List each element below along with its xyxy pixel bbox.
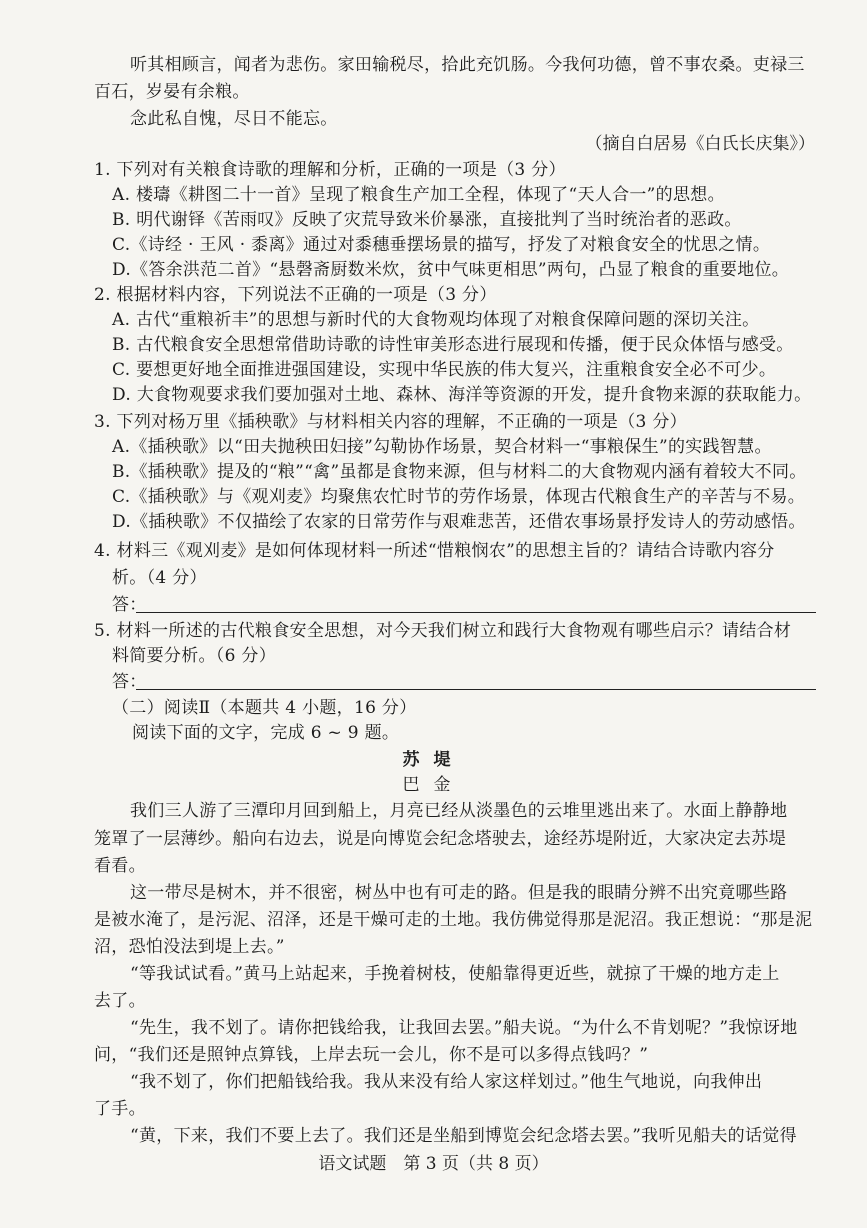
question-5-answer-label: 答： (112, 672, 147, 692)
question-4-answer-line[interactable] (136, 611, 816, 613)
question-1-option-d: D.《答余洪范二首》“悬磬斋厨数米炊，贫中气味更相思”两句，凸显了粮食的重要地位。 (112, 260, 790, 280)
question-5-stem-line-2: 料简要分析。（6 分） (112, 646, 277, 666)
poem-line-1: 听其相顾言，闻者为悲伤。家田输税尽，拾此充饥肠。今我何功德，曾不事农桑。吏禄三 (130, 55, 805, 75)
article-line: 是被水淹了，是污泥、沼泽，还是干燥可走的土地。我仿佛觉得那是泥沼。我正想说：“那是泥 (94, 910, 813, 930)
question-2-option-c: C. 要想更好地全面推进强国建设，实现中华民族的伟大复兴，注重粮食安全必不可少。 (112, 360, 777, 380)
question-4-stem-line-1: 4. 材料三《观刈麦》是如何体现材料一所述“惜粮悯农”的思想主旨的？请结合诗歌内容分 (94, 541, 775, 561)
question-5-stem-line-1: 5. 材料一所述的古代粮食安全思想，对今天我们树立和践行大食物观有哪些启示？请结合材 (94, 621, 792, 641)
poem-line-3: 念此私自愧，尽日不能忘。 (130, 109, 338, 129)
question-1-option-b: B. 明代谢铎《苦雨叹》反映了灾荒导致米价暴涨，直接批判了当时统治者的恶政。 (112, 210, 742, 230)
article-line: 沼，恐怕没法到堤上去。” (94, 937, 285, 957)
page-footer: 语文试题 第 3 页（共 8 页） (318, 1154, 549, 1174)
article-line: “等我试试看。”黄马上站起来，手挽着树枝，使船靠得更近些，就掠了干燥的地方走上 (130, 964, 780, 984)
question-2-option-d: D. 大食物观要求我们要加强对土地、森林、海洋等资源的开发，提升食物来源的获取能力。 (112, 385, 812, 405)
article-line: 我们三人游了三潭印月回到船上，月亮已经从淡墨色的云堆里逃出来了。水面上静静地 (130, 801, 788, 821)
question-3-stem: 3. 下列对杨万里《插秧歌》与材料相关内容的理解，不正确的一项是（3 分） (94, 412, 687, 432)
question-3-option-b: B.《插秧歌》提及的“粮”“禽”虽都是食物来源，但与材料二的大食物观内涵有着较大不同。 (112, 462, 807, 482)
question-3-option-c: C.《插秧歌》与《观刈麦》均聚焦农忙时节的劳作场景，体现古代粮食生产的辛苦与不易。 (112, 487, 806, 507)
section-2-instruction: 阅读下面的文字，完成 6 ~ 9 题。 (132, 723, 400, 743)
article-line: “我不划了，你们把船钱给我。我从来没有给人家这样划过。”他生气地说，向我伸出 (130, 1072, 763, 1092)
article-line: 笼罩了一层薄纱。船向右边去，说是向博览会纪念塔驶去，途经苏堤附近，大家决定去苏堤 (94, 829, 786, 849)
article-line: “黄，下来，我们不要上去了。我们还是坐船到博览会纪念塔去罢。”我听见船夫的话觉得 (130, 1126, 797, 1146)
article-line: 看看。 (94, 856, 146, 876)
question-2-option-a: A. 古代“重粮祈丰”的思想与新时代的大食物观均体现了对粮食保障问题的深切关注。 (112, 310, 760, 330)
article-line: 这一带尽是树木，并不很密，树丛中也有可走的路。但是我的眼睛分辨不出究竟哪些路 (130, 883, 788, 903)
article-author: 巴金 (402, 775, 465, 795)
article-line: “先生，我不划了。请你把钱给我，让我回去罢。”船夫说。“为什么不肯划呢？”我惊讶地 (130, 1018, 798, 1038)
article-line: 了手。 (94, 1099, 146, 1119)
question-3-option-d: D.《插秧歌》不仅描绘了农家的日常劳作与艰难悲苦，还借农事场景抒发诗人的劳动感悟。 (112, 512, 806, 532)
article-line: 去了。 (94, 991, 146, 1011)
question-5-answer-line[interactable] (136, 688, 816, 690)
question-1-option-a: A. 楼璹《耕图二十一首》呈现了粮食生产加工全程，体现了“天人合一”的思想。 (112, 185, 725, 205)
question-4-stem-line-2: 析。（4 分） (112, 568, 207, 588)
question-1-option-c: C.《诗经 · 王风 · 黍离》通过对黍穗垂摆场景的描写，抒发了对粮食安全的忧思之情。 (112, 235, 771, 255)
question-3-option-a: A.《插秧歌》以“田夫抛秧田妇接”勾勒协作场景，契合材料一“事粮保生”的实践智慧。 (112, 437, 772, 457)
section-2-title: （二）阅读Ⅱ（本题共 4 小题，16 分） (112, 698, 417, 718)
question-1-stem: 1. 下列对有关粮食诗歌的理解和分析，正确的一项是（3 分） (94, 160, 566, 180)
question-2-option-b: B. 古代粮食安全思想常借助诗歌的诗性审美形态进行展现和传播，便于民众体悟与感受。 (112, 335, 794, 355)
question-2-stem: 2. 根据材料内容，下列说法不正确的一项是（3 分） (94, 285, 497, 305)
article-title: 苏堤 (402, 750, 465, 770)
poem-line-2: 百石，岁晏有余粮。 (94, 82, 250, 102)
poem-source: （摘自白居易《白氏长庆集》） (585, 134, 815, 154)
question-4-answer-label: 答： (112, 595, 147, 615)
article-line: 问，“我们还是照钟点算钱，上岸去玩一会儿，你不是可以多得点钱吗？” (94, 1045, 649, 1065)
